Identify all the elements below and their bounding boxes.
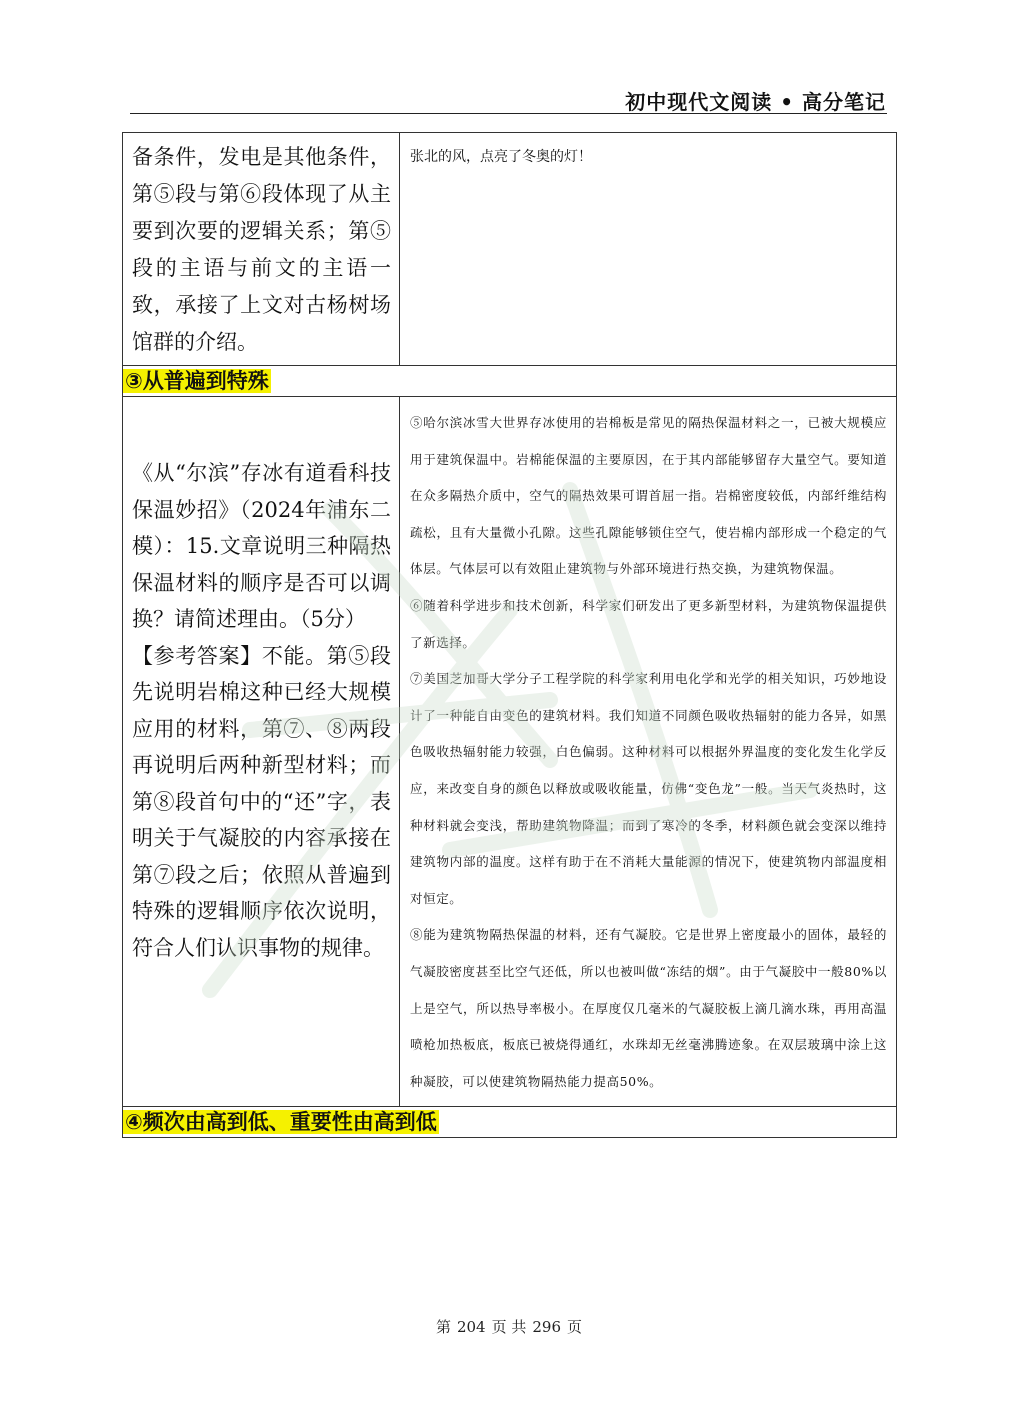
passage-paragraph-6: ⑥随着科学进步和技术创新，科学家们研发出了更多新型材料，为建筑物保温提供了新选择。 — [410, 597, 887, 650]
footer-prefix: 第 — [435, 1318, 451, 1336]
section4-heading: ④频次由高到低、重要性由高到低 — [125, 1110, 437, 1135]
passage-cell — [400, 397, 897, 1107]
question-block — [123, 397, 399, 986]
table-row — [123, 366, 897, 397]
table-row — [123, 397, 897, 1107]
row1-left-text: 备条件，发电是其他条件，第⑤段与第⑥段体现了从主要到次要的逻辑关系；第⑤段的主语与前文的主语一致，承接了上文对古杨树场馆群的介绍。 — [132, 145, 391, 354]
footer-middle: 页 共 — [491, 1318, 527, 1336]
notes-table — [122, 132, 897, 1138]
footer-suffix: 页 — [567, 1318, 583, 1336]
row1-right-cell — [400, 133, 897, 366]
section4-heading-cell — [123, 1107, 897, 1138]
question-cell — [123, 397, 400, 1107]
passage-paragraph-5: ⑤哈尔滨冰雪大世界存冰使用的岩棉板是常见的隔热保温材料之一，已被大规模应用于建筑保温中。岩棉能保温的主要原因，在于其内部能够留存大量空气。要知道在众多隔热介质中，空气的隔热效果可谓首屈一指。岩棉密度较低，内部纤维结构疏松，且有大量微小孔隙。这些孔隙能够锁住空气，使岩棉内部形成一个稳定的气体层。气体层可以有效阻止建筑物与外部环境进行热交换，为建筑物保温。 — [410, 415, 887, 577]
row1-left-cell — [123, 133, 400, 366]
footer-total-pages: 296 — [532, 1318, 562, 1336]
section3-heading: ③从普遍到特殊 — [125, 369, 269, 393]
row1-right-text: 张北的风，点亮了冬奥的灯！ — [410, 149, 592, 165]
passage-paragraph-7: ⑦美国芝加哥大学分子工程学院的科学家利用电化学和光学的相关知识，巧妙地设计了一种能自由变色的建筑材料。我们知道不同颜色吸收热辐射的能力各异，如黑色吸收热辐射能力较强，白色偏弱。这种材料可以根据外界温度的变化发生化学反应，来改变自身的颜色以释放或吸收能量，仿佛“变色龙”一般。当天气炎热时，这种材料就会变浅，帮助建筑物降温；而到了寒冷的冬季，材料颜色就会变深以维持建筑物内部的温度。这样有助于在不消耗大量能源的情况下，使建筑物内部温度相对恒定。 — [410, 671, 887, 906]
page-number — [0, 1316, 1018, 1337]
table-row — [123, 133, 897, 366]
header-divider — [130, 113, 887, 114]
passage-block — [400, 397, 896, 1106]
question-text: 《从“尔滨”存冰有道看科技保温妙招》（2024年浦东二模）：15.文章说明三种隔热保温材料的顺序是否可以调换？请简述理由。（5分） — [132, 461, 391, 631]
section3-heading-cell — [123, 366, 897, 397]
reference-answer: 【参考答案】不能。第⑤段先说明岩棉这种已经大规模应用的材料，第⑦、⑧两段再说明后两种新型材料；而第⑧段首句中的“还”字，表明关于气凝胶的内容承接在第⑦段之后；依照从普遍到特殊的逻辑顺序依次说明，符合人们认识事物的规律。 — [132, 643, 391, 960]
table-row — [123, 1107, 897, 1138]
footer-current-page: 204 — [456, 1318, 486, 1336]
passage-paragraph-8: ⑧能为建筑物隔热保温的材料，还有气凝胶。它是世界上密度最小的固体，最轻的气凝胶密度甚至比空气还低，所以也被叫做“冻结的烟”。由于气凝胶中一般80%以上是空气，所以热导率极小。在厚度仅几毫米的气凝胶板上滴几滴水珠，再用高温喷枪加热板底，板底已被烧得通红，水珠却无丝毫沸腾迹象。在双层玻璃中涂上这种凝胶，可以使建筑物隔热能力提高50%。 — [410, 927, 887, 1089]
header-title: 初中现代文阅读 • 高分笔记 — [625, 90, 886, 114]
